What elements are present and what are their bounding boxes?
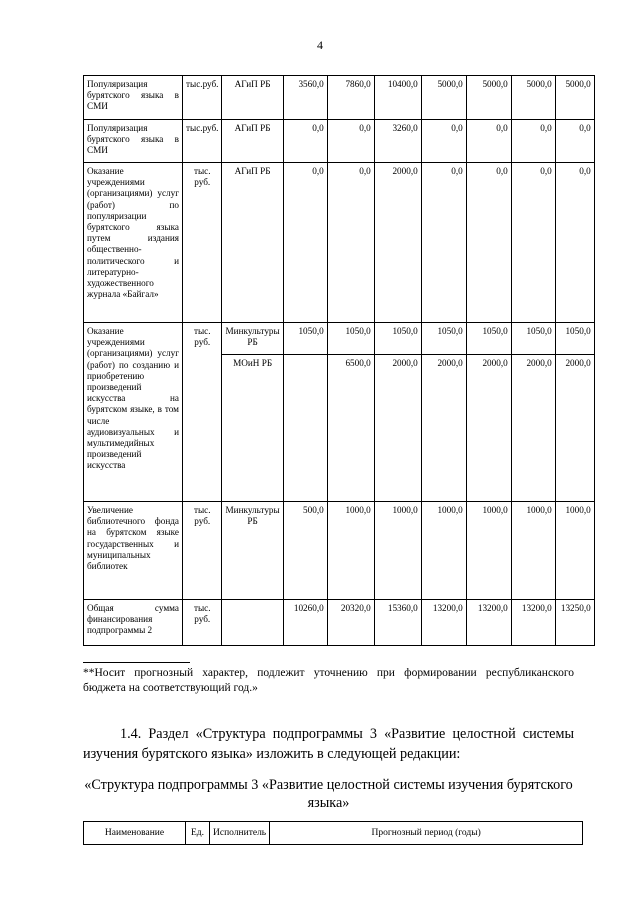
- cell-value: 1050,0: [511, 323, 555, 355]
- cell-value: 10260,0: [283, 600, 327, 646]
- cell-value: 2000,0: [466, 355, 511, 502]
- cell-value: 5000,0: [466, 76, 511, 120]
- row-name: Оказание учреждениями (организациями) услуг (работ) по популяризации бурятского языка путем издания общественно-политического и литературно-художественного журнала «Байгал»: [84, 163, 183, 323]
- footnote-divider: [83, 662, 190, 663]
- cell-value: 0,0: [327, 120, 374, 163]
- row-unit: тыс.руб.: [183, 120, 222, 163]
- cell-value: 1050,0: [466, 323, 511, 355]
- cell-value: 1050,0: [555, 323, 594, 355]
- cell-value: 1000,0: [555, 502, 594, 600]
- table-header-row: [84, 822, 583, 845]
- row-unit: тыс. руб.: [183, 600, 222, 646]
- table-row: [84, 163, 595, 323]
- cell-value: 5000,0: [511, 76, 555, 120]
- cell-value: [283, 355, 327, 502]
- cell-value: 2000,0: [555, 355, 594, 502]
- cell-value: 0,0: [466, 120, 511, 163]
- cell-value: 0,0: [466, 163, 511, 323]
- table-row: [84, 502, 595, 600]
- cell-value: 13250,0: [555, 600, 594, 646]
- footnote: **Носит прогнозный характер, подлежит уточнению при формировании республиканского бюджета на соответствующий год.»: [83, 667, 574, 694]
- cell-value: 0,0: [511, 163, 555, 323]
- cell-value: 1050,0: [283, 323, 327, 355]
- cell-value: 3560,0: [283, 76, 327, 120]
- cell-value: 500,0: [283, 502, 327, 600]
- cell-value: 15360,0: [374, 600, 421, 646]
- cell-value: 1000,0: [374, 502, 421, 600]
- cell-value: 0,0: [511, 120, 555, 163]
- cell-value: 1050,0: [327, 323, 374, 355]
- cell-value: 0,0: [283, 163, 327, 323]
- cell-value: 1000,0: [466, 502, 511, 600]
- row-unit: тыс. руб.: [183, 323, 222, 502]
- cell-value: 1050,0: [374, 323, 421, 355]
- header-unit: Ед.: [186, 822, 210, 845]
- cell-value: 1050,0: [421, 323, 466, 355]
- row-name: Общая сумма финансирования подпрограммы 2: [84, 600, 183, 646]
- cell-value: 20320,0: [327, 600, 374, 646]
- cell-value: 1000,0: [327, 502, 374, 600]
- header-forecast-period: Прогнозный период (годы): [270, 822, 583, 845]
- cell-value: 0,0: [555, 163, 594, 323]
- row-name: Увеличение библиотечного фонда на бурятском языке государственных и муниципальных библиотек: [84, 502, 183, 600]
- cell-value: 13200,0: [511, 600, 555, 646]
- row-executor: Минкультуры РБ: [222, 502, 283, 600]
- cell-value: 5000,0: [421, 76, 466, 120]
- cell-value: 5000,0: [555, 76, 594, 120]
- cell-value: 7860,0: [327, 76, 374, 120]
- cell-value: 0,0: [327, 163, 374, 323]
- page-number: 4: [317, 38, 323, 52]
- row-executor: АГиП РБ: [222, 120, 283, 163]
- cell-value: 13200,0: [421, 600, 466, 646]
- cell-value: 0,0: [283, 120, 327, 163]
- cell-value: 6500,0: [327, 355, 374, 502]
- funding-table: [83, 75, 595, 646]
- header-executor: Исполнитель: [210, 822, 270, 845]
- row-executor: АГиП РБ: [222, 76, 283, 120]
- cell-value: 1000,0: [421, 502, 466, 600]
- row-executor: МОиН РБ: [222, 355, 283, 502]
- section-subtitle: «Структура подпрограммы 3 «Развитие целостной системы изучения бурятского языка»: [84, 777, 573, 811]
- header-name: Наименование: [84, 822, 186, 845]
- body-paragraph: 1.4. Раздел «Структура подпрограммы 3 «Развитие целостной системы изучения бурятского языка» изложить в следующей редакции:: [83, 726, 574, 762]
- cell-value: 13200,0: [466, 600, 511, 646]
- row-name: Популяризация бурятского языка в СМИ: [84, 120, 183, 163]
- structure-table-header: [83, 821, 583, 845]
- cell-value: 2000,0: [374, 163, 421, 323]
- table-row: [84, 323, 595, 355]
- row-unit: тыс. руб.: [183, 502, 222, 600]
- row-name: Оказание учреждениями (организациями) услуг (работ) по созданию и приобретению произведений искусства на бурятском языке, в том числе аудиовизуальных и мультимедийных произведений искусства: [84, 323, 183, 502]
- cell-value: 10400,0: [374, 76, 421, 120]
- cell-value: 2000,0: [511, 355, 555, 502]
- cell-value: 2000,0: [374, 355, 421, 502]
- row-unit: тыс.руб.: [183, 76, 222, 120]
- table-row: [84, 600, 595, 646]
- cell-value: 3260,0: [374, 120, 421, 163]
- cell-value: 2000,0: [421, 355, 466, 502]
- cell-value: 0,0: [555, 120, 594, 163]
- row-executor: [222, 600, 283, 646]
- row-executor: АГиП РБ: [222, 163, 283, 323]
- row-name: Популяризация бурятского языка в СМИ: [84, 76, 183, 120]
- row-executor: Минкультуры РБ: [222, 323, 283, 355]
- cell-value: 0,0: [421, 120, 466, 163]
- cell-value: 1000,0: [511, 502, 555, 600]
- table-row: [84, 76, 595, 120]
- table-row: [84, 120, 595, 163]
- cell-value: 0,0: [421, 163, 466, 323]
- row-unit: тыс. руб.: [183, 163, 222, 323]
